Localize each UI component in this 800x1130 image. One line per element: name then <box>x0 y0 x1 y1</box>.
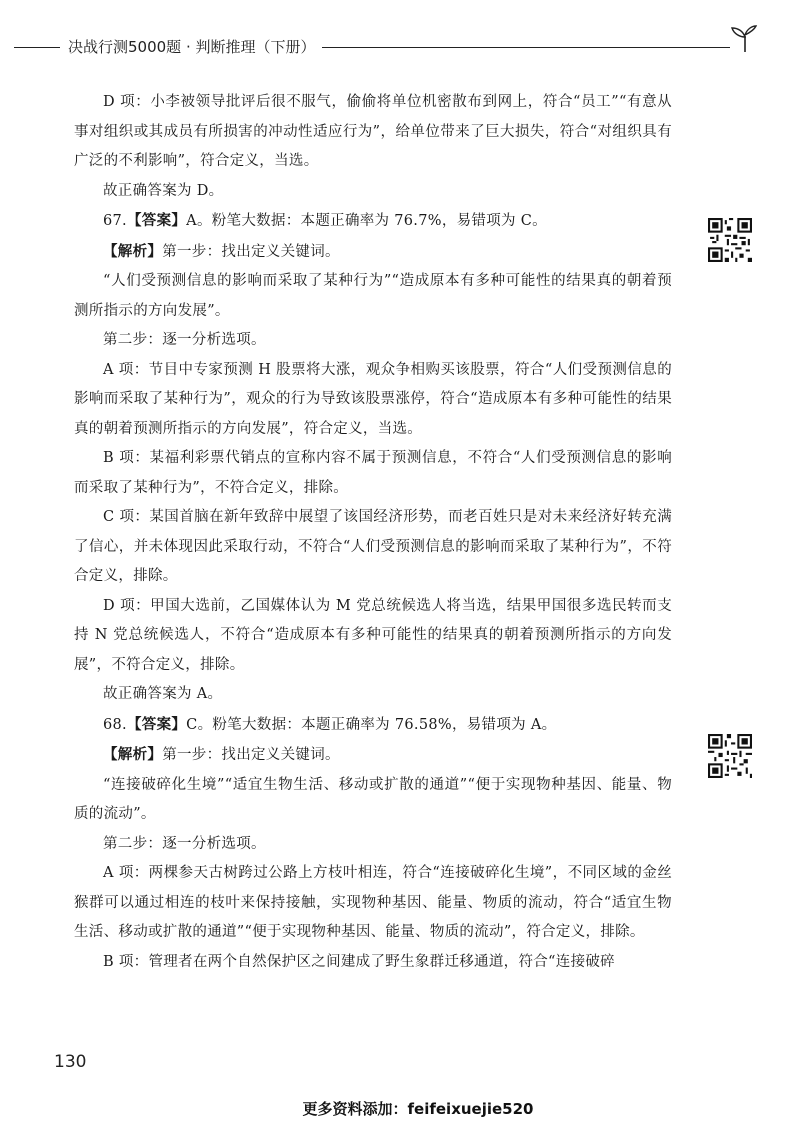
paragraph: 故正确答案为 A。 <box>103 686 223 702</box>
footer-contact: feifeixuejie520 <box>407 1100 534 1118</box>
question-number: 68. <box>103 716 127 733</box>
q68-answer-line <box>74 710 672 741</box>
paragraph: A 项：节目中专家预测 H 股票将大涨，观众争相购买该股票，符合“人们受预测信息的影响而采取了某种行为”，观众的行为导致该股票涨停，符合“造成原本有多种可能性的结果真的朝着预测所指示的方向发展”，符合定义，当选。 <box>74 361 672 437</box>
paragraph: C 项：某国首脑在新年致辞中展望了该国经济形势，而老百姓只是对未来经济好转充满了信心，并未体现因此采取行动，不符合“人们受预测信息的影响而采取了某种行为”，不符合定义，排除。 <box>74 509 672 584</box>
paragraph: 故正确答案为 D。 <box>103 182 224 199</box>
paragraph: D 项：小李被领导批评后很不服气，偷偷将单位机密散布到网上，符合“员工”“有意从事对组织或其成员有所损害的冲动性适应行为”，给单位带来了巨大损失，符合“对组织具有广泛的不利影响”，符合定义，当选。 <box>74 94 672 169</box>
book-title: 决战行测5000题 · 判断推理（下册） <box>68 38 316 56</box>
question-number: 67. <box>103 213 127 229</box>
analysis-text: 第一步：找出定义关键词。 <box>162 747 340 763</box>
answer-text: C。粉笔大数据：本题正确率为 76.58%，易错项为 A。 <box>186 716 557 733</box>
paragraph: D 项：甲国大选前，乙国媒体认为 M 党总统候选人将当选，结果甲国很多选民转而支持 N 党总统候选人，不符合“造成原本有多种可能性的结果真的朝着预测所指示的方向发展”，不符合定义，排除。 <box>74 597 672 673</box>
q68-analysis-line <box>74 740 672 771</box>
paragraph: B 项：管理者在两个自然保护区之间建成了野生象群迁移通道，符合“连接破碎 <box>103 953 615 970</box>
analysis-text: 第一步：找出定义关键词。 <box>162 243 340 260</box>
q67-keywords: “人们受预测信息的影响而采取了某种行为”“造成原本有多种可能性的结果真的朝着预测所指示的方向发展”。 <box>74 273 672 319</box>
analysis-tag: 【解析】 <box>103 746 163 763</box>
paragraph: A 项：两棵参天古树跨过公路上方枝叶相连，符合“连接破碎化生境”，不同区域的金丝猴群可以通过相连的枝叶来保持接触，实现物种基因、能量、物质的流动，符合“适宜生物生活、移动或扩散的通道”“便于实现物种基因、能量、物质的流动”，符合定义，排除。 <box>74 865 672 940</box>
header-rule-left <box>14 47 60 48</box>
analysis-tag: 【解析】 <box>103 242 163 260</box>
answer-tag: 【答案】 <box>126 212 187 229</box>
q67-answer-line <box>74 206 672 237</box>
header-rule-right <box>322 47 730 48</box>
paragraph: 第二步：逐一分析选项。 <box>103 332 266 348</box>
answer-text: A。粉笔大数据：本题正确率为 76.7%，易错项为 C。 <box>186 213 547 229</box>
paragraph: 第二步：逐一分析选项。 <box>103 835 266 852</box>
q68-keywords: “连接破碎化生境”“适宜生物生活、移动或扩散的通道”“便于实现物种基因、能量、物质的流动”。 <box>74 776 672 822</box>
answer-tag: 【答案】 <box>126 715 187 733</box>
footer-note <box>0 1098 800 1119</box>
answer-content <box>74 88 672 977</box>
footer-label: 更多资料添加： <box>302 1100 408 1118</box>
paragraph: B 项：某福利彩票代销点的宣称内容不属于预测信息，不符合“人们受预测信息的影响而采取了某种行为”，不符合定义，排除。 <box>74 450 672 496</box>
qr-code-icon <box>708 734 752 778</box>
qr-code-icon <box>708 218 752 262</box>
page-number: 130 <box>54 1052 87 1072</box>
sprout-icon <box>728 24 762 54</box>
page-header <box>0 0 800 60</box>
q67-analysis-line <box>74 237 672 268</box>
